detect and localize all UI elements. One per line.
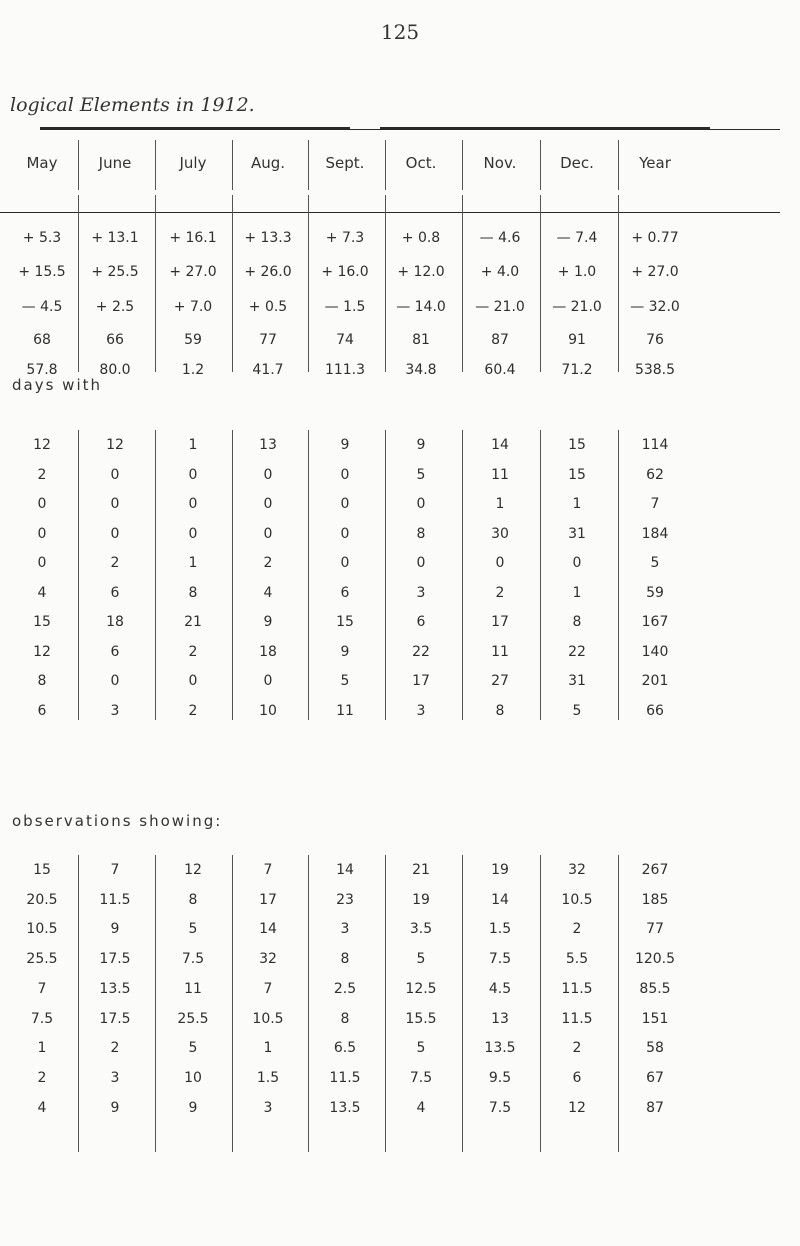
table-cell: 0 (263, 467, 273, 483)
table-cell: 12 (33, 644, 51, 660)
table-cell: + 0.8 (401, 230, 441, 246)
table-cell: 17 (412, 673, 430, 689)
table-cell: 2.5 (333, 981, 357, 997)
table-cell: 3 (110, 703, 120, 719)
table-cell: 0 (340, 496, 350, 512)
table-cell: 5 (416, 1040, 426, 1056)
table-cell: 23 (336, 892, 354, 908)
table-cell: + 2.5 (95, 299, 135, 315)
table-cell: 14 (491, 892, 509, 908)
table-cell: 1 (188, 437, 198, 453)
table-cell: 0 (263, 673, 273, 689)
table-cell: 17.5 (99, 1011, 131, 1027)
table-cell: 5 (572, 703, 582, 719)
table-cell: 76 (646, 332, 664, 348)
table-cell: 11.5 (329, 1070, 361, 1086)
table-cell: 1.5 (256, 1070, 280, 1086)
table-cell: 0 (110, 673, 120, 689)
table-cell: 31 (568, 526, 586, 542)
table-cell: 5 (650, 555, 660, 571)
table-cell: 1 (572, 496, 582, 512)
top-rule-thin (40, 129, 780, 130)
table-cell: 2 (572, 1040, 582, 1056)
header-bottom-rule (0, 212, 780, 213)
table-cell: 22 (412, 644, 430, 660)
table-cell: 7.5 (409, 1070, 433, 1086)
table-cell: 12.5 (405, 981, 437, 997)
table-cell: 19 (491, 862, 509, 878)
table-cell: 13.5 (329, 1100, 361, 1116)
table-cell: 0 (110, 496, 120, 512)
table-cell: 11 (491, 644, 509, 660)
table-cell: 0 (188, 467, 198, 483)
table-cell: 0 (188, 526, 198, 542)
table-cell: 140 (641, 644, 669, 660)
table-cell: 13.5 (99, 981, 131, 997)
table-cell: 1 (188, 555, 198, 571)
table-cell: + 26.0 (244, 264, 292, 280)
table-cell: + 12.0 (397, 264, 445, 280)
table-cell: — 7.4 (556, 230, 598, 246)
table-cell: 0 (340, 467, 350, 483)
table-cell: 120.5 (634, 951, 676, 967)
table-cell: 8 (340, 951, 350, 967)
table-cell: 111.3 (324, 362, 366, 378)
table-cell: 4 (263, 585, 273, 601)
table-cell: 2 (37, 467, 47, 483)
table-cell: 10.5 (252, 1011, 284, 1027)
table-cell: 6 (110, 644, 120, 660)
table-cell: + 4.0 (480, 264, 520, 280)
table-cell: 0 (340, 526, 350, 542)
table-cell: 5 (416, 467, 426, 483)
table-cell: 7.5 (30, 1011, 54, 1027)
table-cell: 3 (340, 921, 350, 937)
table-cell: + 16.0 (321, 264, 369, 280)
column-header-aug: Aug. (250, 154, 286, 172)
section-label-days-with: days with (12, 376, 102, 394)
table-cell: 5 (188, 921, 198, 937)
table-cell: 9.5 (488, 1070, 512, 1086)
table-cell: 9 (263, 614, 273, 630)
table-cell: + 16.1 (169, 230, 217, 246)
table-cell: 10 (184, 1070, 202, 1086)
table-cell: 2 (37, 1070, 47, 1086)
table-cell: 11.5 (561, 1011, 593, 1027)
table-cell: 11 (491, 467, 509, 483)
table-cell: 14 (259, 921, 277, 937)
table-cell: 9 (340, 644, 350, 660)
table-cell: — 32.0 (630, 299, 680, 315)
table-cell: 6 (572, 1070, 582, 1086)
table-cell: 13.5 (484, 1040, 516, 1056)
table-cell: 14 (491, 437, 509, 453)
table-cell: + 13.3 (244, 230, 292, 246)
table-cell: 66 (106, 332, 124, 348)
table-cell: 32 (259, 951, 277, 967)
table-cell: 3.5 (409, 921, 433, 937)
table-cell: 8 (188, 892, 198, 908)
table-cell: 91 (568, 332, 586, 348)
table-cell: 10 (259, 703, 277, 719)
table-cell: 15 (33, 862, 51, 878)
table-cell: 74 (336, 332, 354, 348)
table-cell: 21 (412, 862, 430, 878)
table-cell: 13 (491, 1011, 509, 1027)
table-cell: 5 (340, 673, 350, 689)
table-cell: 0 (416, 555, 426, 571)
table-cell: 0 (188, 673, 198, 689)
table-cell: 7.5 (488, 951, 512, 967)
table-cell: 5 (416, 951, 426, 967)
table-cell: 6.5 (333, 1040, 357, 1056)
table-cell: 71.2 (561, 362, 593, 378)
table-cell: 5.5 (565, 951, 589, 967)
table-cell: 1.2 (181, 362, 205, 378)
table-cell: 7 (37, 981, 47, 997)
table-cell: 185 (641, 892, 669, 908)
table-cell: 2 (110, 1040, 120, 1056)
table-cell: 41.7 (252, 362, 284, 378)
table-cell: 114 (641, 437, 669, 453)
table-cell: 0 (110, 467, 120, 483)
table-cell: 4 (416, 1100, 426, 1116)
table-cell: 184 (641, 526, 669, 542)
table-cell: 87 (646, 1100, 664, 1116)
table-cell: 2 (110, 555, 120, 571)
table-cell: 9 (188, 1100, 198, 1116)
table-cell: 9 (340, 437, 350, 453)
table-cell: 15.5 (405, 1011, 437, 1027)
table-cell: 8 (495, 703, 505, 719)
table-cell: 21 (184, 614, 202, 630)
table-cell: 0 (495, 555, 505, 571)
section-label-observations: observations showing: (12, 812, 223, 830)
column-header-dec: Dec. (560, 154, 594, 172)
table-cell: 25.5 (26, 951, 58, 967)
table-cell: 17 (259, 892, 277, 908)
table-cell: 59 (646, 585, 664, 601)
table-cell: 8 (416, 526, 426, 542)
table-cell: 7 (263, 862, 273, 878)
table-cell: 0 (263, 526, 273, 542)
table-cell: 3 (263, 1100, 273, 1116)
table-cell: — 21.0 (475, 299, 525, 315)
table-cell: 2 (263, 555, 273, 571)
table-cell: — 21.0 (552, 299, 602, 315)
table-cell: 8 (340, 1011, 350, 1027)
table-cell: 2 (188, 644, 198, 660)
table-cell: — 1.5 (324, 299, 366, 315)
table-cell: 11 (184, 981, 202, 997)
table-cell: 12 (106, 437, 124, 453)
table-cell: 1.5 (488, 921, 512, 937)
table-cell: 167 (641, 614, 669, 630)
table-cell: + 25.5 (91, 264, 139, 280)
table-cell: 8 (188, 585, 198, 601)
table-cell: 2 (188, 703, 198, 719)
table-cell: 31 (568, 673, 586, 689)
table-cell: 60.4 (484, 362, 516, 378)
page-number: 125 (380, 20, 420, 44)
table-cell: 19 (412, 892, 430, 908)
table-cell: + 7.0 (173, 299, 213, 315)
table-cell: — 4.5 (21, 299, 63, 315)
table-cell: 11 (336, 703, 354, 719)
table-cell: 0 (340, 555, 350, 571)
table-cell: — 4.6 (479, 230, 521, 246)
table-cell: 14 (336, 862, 354, 878)
table-cell: + 13.1 (91, 230, 139, 246)
table-cell: 8 (572, 614, 582, 630)
table-cell: 22 (568, 644, 586, 660)
table-cell: 77 (646, 921, 664, 937)
table-cell: 4 (37, 1100, 47, 1116)
table-cell: 58 (646, 1040, 664, 1056)
table-cell: 17.5 (99, 951, 131, 967)
table-cell: + 0.5 (248, 299, 288, 315)
table-cell: 10.5 (561, 892, 593, 908)
table-cell: — 14.0 (396, 299, 446, 315)
table-cell: 1 (263, 1040, 273, 1056)
table-cell: 80.0 (99, 362, 131, 378)
table-cell: + 15.5 (18, 264, 66, 280)
table-cell: 1 (495, 496, 505, 512)
table-cell: 0 (188, 496, 198, 512)
table-cell: 11.5 (99, 892, 131, 908)
table-cell: 3 (416, 703, 426, 719)
table-cell: 11.5 (561, 981, 593, 997)
table-cell: + 27.0 (631, 264, 679, 280)
table-cell: 0 (263, 496, 273, 512)
table-cell: 32 (568, 862, 586, 878)
table-cell: 538.5 (634, 362, 676, 378)
table-cell: 87 (491, 332, 509, 348)
column-header-sept: Sept. (325, 154, 365, 172)
table-cell: 7.5 (488, 1100, 512, 1116)
column-header-june: June (98, 154, 132, 172)
table-cell: 1 (37, 1040, 47, 1056)
page-title: logical Elements in 1912. (10, 94, 255, 116)
table-cell: 67 (646, 1070, 664, 1086)
column-header-july: July (179, 154, 207, 172)
table-cell: 2 (495, 585, 505, 601)
table-cell: + 5.3 (22, 230, 62, 246)
table-cell: 9 (110, 921, 120, 937)
table-cell: 2 (572, 921, 582, 937)
table-cell: 57.8 (26, 362, 58, 378)
table-cell: 1 (572, 585, 582, 601)
table-cell: 15 (33, 614, 51, 630)
table-cell: 66 (646, 703, 664, 719)
table-cell: + 27.0 (169, 264, 217, 280)
table-cell: 25.5 (177, 1011, 209, 1027)
table-cell: 3 (110, 1070, 120, 1086)
table-cell: 6 (37, 703, 47, 719)
table-cell: 7 (110, 862, 120, 878)
table-cell: 34.8 (405, 362, 437, 378)
table-cell: 17 (491, 614, 509, 630)
table-cell: 15 (568, 437, 586, 453)
table-cell: 201 (641, 673, 669, 689)
table-cell: 6 (110, 585, 120, 601)
table-cell: 12 (33, 437, 51, 453)
table-cell: 77 (259, 332, 277, 348)
table-cell: 0 (572, 555, 582, 571)
table-cell: 6 (340, 585, 350, 601)
table-cell: 3 (416, 585, 426, 601)
column-header-year: Year (639, 154, 671, 172)
table-cell: 9 (416, 437, 426, 453)
table-cell: 7.5 (181, 951, 205, 967)
table-cell: 27 (491, 673, 509, 689)
table-cell: 30 (491, 526, 509, 542)
table-cell: 151 (641, 1011, 669, 1027)
column-header-nov: Nov. (483, 154, 517, 172)
table-cell: 18 (106, 614, 124, 630)
table-cell: 4 (37, 585, 47, 601)
table-cell: 6 (416, 614, 426, 630)
column-header-may: May (26, 154, 58, 172)
table-cell: 0 (416, 496, 426, 512)
table-cell: 12 (568, 1100, 586, 1116)
table-cell: 267 (641, 862, 669, 878)
table-cell: 15 (336, 614, 354, 630)
table-cell: 9 (110, 1100, 120, 1116)
table-cell: 5 (188, 1040, 198, 1056)
table-cell: 68 (33, 332, 51, 348)
table-cell: 62 (646, 467, 664, 483)
table-cell: 0 (37, 526, 47, 542)
table-cell: + 7.3 (325, 230, 365, 246)
table-cell: 15 (568, 467, 586, 483)
table-cell: 10.5 (26, 921, 58, 937)
table-cell: 7 (650, 496, 660, 512)
table-cell: 85.5 (639, 981, 671, 997)
table-cell: 13 (259, 437, 277, 453)
table-cell: 81 (412, 332, 430, 348)
table-cell: 59 (184, 332, 202, 348)
table-cell: 18 (259, 644, 277, 660)
table-cell: 0 (37, 555, 47, 571)
table-cell: 12 (184, 862, 202, 878)
table-cell: 0 (37, 496, 47, 512)
column-header-oct: Oct. (405, 154, 437, 172)
table-cell: 0 (110, 526, 120, 542)
table-cell: 8 (37, 673, 47, 689)
table-cell: + 0.77 (631, 230, 679, 246)
table-cell: 4.5 (488, 981, 512, 997)
table-cell: 20.5 (26, 892, 58, 908)
table-cell: + 1.0 (557, 264, 597, 280)
table-cell: 7 (263, 981, 273, 997)
